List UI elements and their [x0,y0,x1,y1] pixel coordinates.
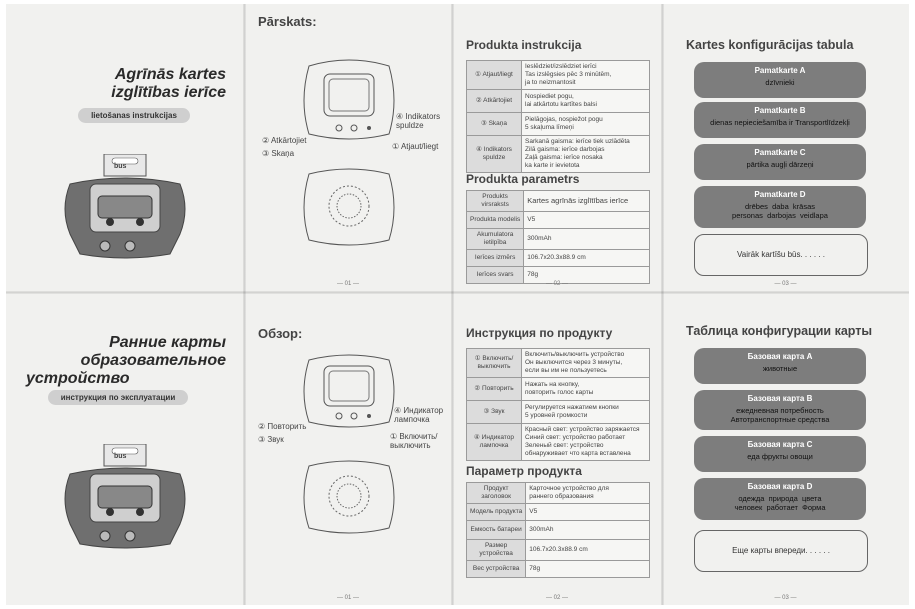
ru-cover-subtitle: инструкция по эксплуатации [48,390,188,405]
ru-card-c: Базовая карта C еда фрукты овощи [694,436,866,472]
ru-device-label: bus [114,453,127,460]
table-row: Модель продукта V5 [467,504,650,521]
lv-callout-sound: ③ Skaņa [262,149,295,158]
fold-crease [6,291,909,294]
ru-page-number-2: — 02 — [545,595,568,601]
lv-cover-subtitle: lietošanas instrukcijas [78,108,190,123]
table-row: Akumulatora ietilpība 300mAh [467,229,650,250]
table-row: Produkts virsraksts Kartes agrīnās izglītības ierīce [467,191,650,212]
lv-overview-panel [244,4,452,291]
lv-page-number-3: — 03 — [774,281,797,287]
ru-cover-title-line2: образовательное [80,352,226,369]
ru-callout-sound: ③ Звук [258,435,284,444]
table-row: ① Включить/ выключить Включить/выключить устройство Он выключится через 3 минуты, если вы им не пользуетесь [467,349,650,378]
table-row: Ierīces svars 78g [467,267,650,284]
ru-config-title: Таблица конфигурации карты [686,324,873,338]
table-row: ④ Индикатор лампочка Красный свет: устройство заряжается Синий свет: устройство работает Зеленый свет: устройство обнаруживает что карта вставлена [467,424,650,461]
ru-params-table [466,482,650,578]
lv-instructions-title: Produkta instrukcija [466,38,582,52]
table-row: Емкость батареи 300mAh [467,521,650,540]
device-outline-back-ru [299,458,399,538]
device-outline-front-ru [299,352,399,432]
lv-card-a: Pamatkarte A dzīvnieki [694,62,866,98]
lv-cover-title-line2: izglītības ierīce [111,84,226,101]
lv-more-cards: Vairāk kartīšu būs. . . . . . [694,234,868,276]
lv-params-title: Produkta parametrs [466,172,580,186]
ru-config-panel [662,294,909,605]
table-row: ③ Skaņa Pielāgojas, nospiežot pogu 5 skaļuma līmeņi [467,113,650,136]
device-outline-front [299,56,399,146]
table-row: ① Atjaut/liegt Ieslēdziet/izslēdziet ierīci Tas izslēgsies pēc 3 minūtēm, ja to neizmantosit [467,61,650,90]
lv-instructions-panel [452,4,662,291]
lv-params-table [466,190,650,284]
lv-cover-title-line1: Agrīnās kartes [114,66,226,83]
table-row: Ierīces izmērs 106.7x20.3x88.9 cm [467,250,650,267]
ru-instructions-table [466,348,650,461]
ru-card-b: Базовая карта B ежедневная потребность Автотранспортные средства [694,390,866,430]
ru-instructions-panel [452,294,662,605]
ru-card-a: Базовая карта A животные [694,348,866,384]
ru-callout-replay: ② Повторить [258,422,307,431]
ru-page-number-1: — 01 — [336,595,359,601]
ru-params-title: Параметр продукта [466,464,582,478]
ru-overview-panel [244,294,452,605]
ru-cover-title-line3: устройство [26,370,130,387]
lv-config-panel [662,4,909,291]
table-row: Продукт заголовок Карточное устройство для раннего образования [467,483,650,504]
table-row: Вес устройства 78g [467,561,650,578]
lv-card-d: Pamatkarte D drēbes daba krāsas personas darbojas veidlapa [694,186,866,228]
ru-page-number-3: — 03 — [774,595,797,601]
table-row: ② Повторить Нажать на кнопку, повторить голос карты [467,378,650,401]
table-row: Produkta modelis V5 [467,212,650,229]
ru-cover-title-line1: Ранние карты [109,334,226,351]
lv-card-c: Pamatkarte C pārtika augļi dārzeņi [694,144,866,180]
lv-config-title: Kartes konfigurācijas tabula [686,38,854,52]
lv-callout-replay: ② Atkārtojiet [262,136,307,145]
table-row: ② Atkārtojiet Nospiediet pogu, lai atkārtotu kartītes balsi [467,90,650,113]
ru-callout-power: ① Включить/ выключить [390,432,438,450]
ru-card-d: Базовая карта D одежда природа цвета человек работает Форма [694,478,866,520]
ru-cover-panel [6,294,244,605]
fold-crease [243,4,246,605]
instruction-leaflet [6,4,909,605]
device-outline-back [299,166,399,251]
ru-more-cards: Еще карты впереди. . . . . . [694,530,868,572]
lv-page-number-2: — 02 — [545,281,568,287]
ru-callout-indicator: ④ Индикатор лампочка [394,406,444,424]
table-row: Размер устройства 106.7x20.3x88.9 cm [467,540,650,561]
lv-cover-panel [6,4,244,291]
ru-overview-title: Обзор: [258,326,303,341]
lv-callout-indicator: ④ Indikators spuldze [396,112,441,130]
fold-crease [661,4,664,605]
lv-page-number-1: — 01 — [336,281,359,287]
lv-overview-title: Pārskats: [258,14,317,29]
lv-callout-power: ① Atjaut/liegt [392,142,439,151]
lv-device-label: bus [114,163,127,170]
fold-crease [451,4,454,605]
table-row: ④ Indikators spuldze Sarkanā gaisma: ierīce tiek uzlādēta Zilā gaisma: ierīce darbojas Zaļā gaisma: ierīce nosaka ka karte ir ievietota [467,136,650,173]
lv-card-b: Pamatkarte B dienas nepieciešamība ir Transportlīdzekļi [694,102,866,138]
table-row: ③ Звук Регулируется нажатием кнопки 5 уровней громкости [467,401,650,424]
lv-instructions-table [466,60,650,173]
ru-instructions-title: Инструкция по продукту [466,326,613,340]
